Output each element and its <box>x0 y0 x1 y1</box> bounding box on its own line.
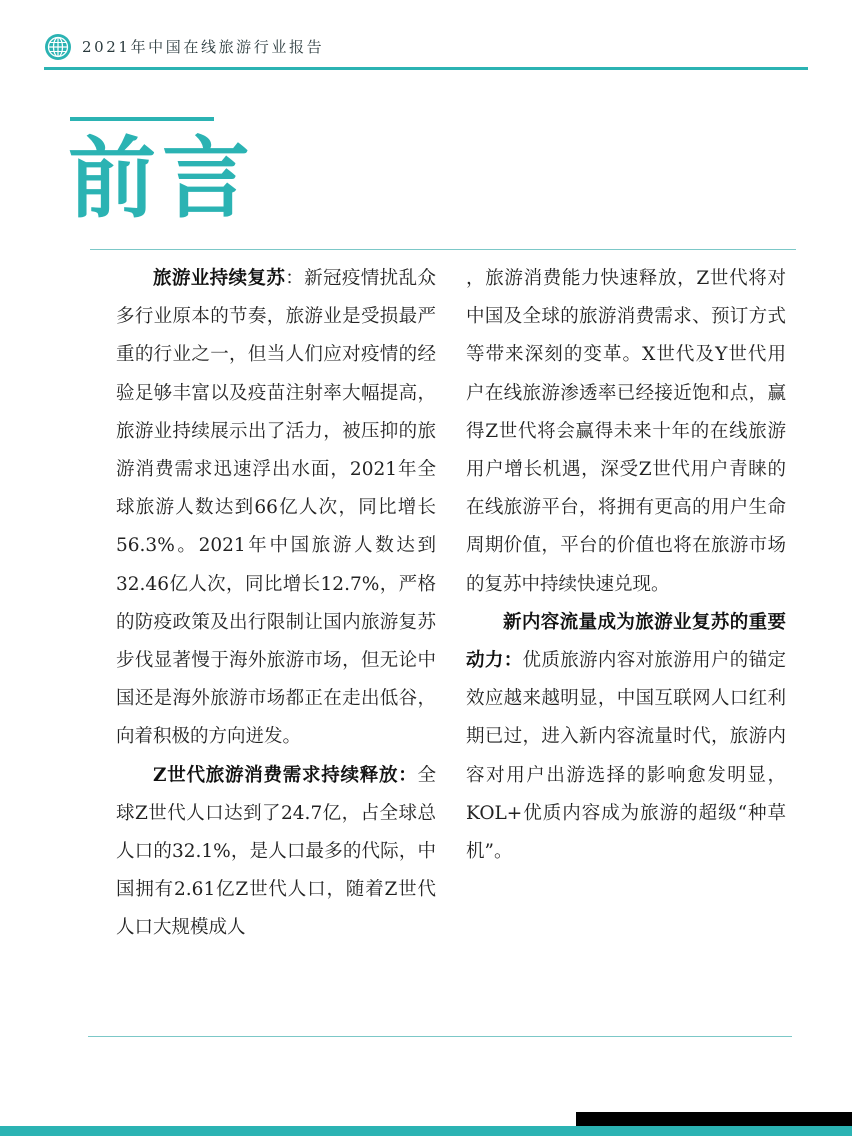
separator: ： <box>285 268 305 289</box>
content-top-divider <box>90 249 796 250</box>
footer-accent-bar <box>0 1126 852 1136</box>
paragraph-genz-continued <box>466 260 786 604</box>
right-column <box>466 260 786 871</box>
heading-recovery: 旅游业持续复苏 <box>153 268 286 289</box>
body-content: 优质旅游内容对旅游用户的锚定效应越来越明显，中国互联网人口红利期已过，进入新内容流量时代，旅游内容对用户出游选择的影响愈发明显，KOL+优质内容成为旅游的超级“种草机”。 <box>466 650 786 863</box>
paragraph-genz <box>116 757 436 948</box>
globe-icon <box>44 33 72 61</box>
body-genz-right: ，旅游消费能力快速释放，Z世代将对中国及全球的旅游消费需求、预订方式等带来深刻的变革。X世代及Y世代用户在线旅游渗透率已经接近饱和点，赢得Z世代将会赢得未来十年的在线旅游用户增长机遇，深受Z世代用户青睐的在线旅游平台，将拥有更高的用户生命周期价值，平台的价值也将在旅游市场的复苏中持续快速兑现。 <box>466 268 786 595</box>
report-title: 2021年中国在线旅游行业报告 <box>82 38 325 56</box>
heading-content: 新内容流量成为旅游业复苏的重要动力 <box>466 611 786 672</box>
left-column <box>116 260 436 948</box>
separator: ： <box>398 764 418 786</box>
header-divider <box>44 67 808 70</box>
footer-black-bar <box>576 1112 852 1126</box>
heading-genz: Z世代旅游消费需求持续释放 <box>153 764 399 786</box>
content-bottom-divider <box>88 1036 792 1037</box>
separator: ： <box>503 650 523 672</box>
paragraph-recovery <box>116 260 436 757</box>
body-recovery: 新冠疫情扰乱众多行业原本的节奏，旅游业是受损最严重的行业之一，但当人们应对疫情的经验足够丰富以及疫苗注射率大幅提高，旅游业持续展示出了活力，被压抑的旅游消费需求迅速浮出水面，2021年全球旅游人数达到66亿人次，同比增长56.3%。2021年中国旅游人数达到32.46亿人次，同比增长12.7%，严格的防疫政策及出行限制让国内旅游复苏步伐显著慢于海外旅游市场，但无论中国还是海外旅游市场都正在走出低谷，向着积极的方向迸发。 <box>116 268 436 748</box>
title-accent-bar <box>70 117 214 121</box>
page-title: 前言 <box>68 126 257 230</box>
paragraph-content <box>466 604 786 871</box>
body-genz-left: 全球Z世代人口达到了24.7亿，占全球总人口的32.1%，是人口最多的代际，中国拥有2.61亿Z世代人口，随着Z世代人口大规模成人 <box>116 764 436 939</box>
